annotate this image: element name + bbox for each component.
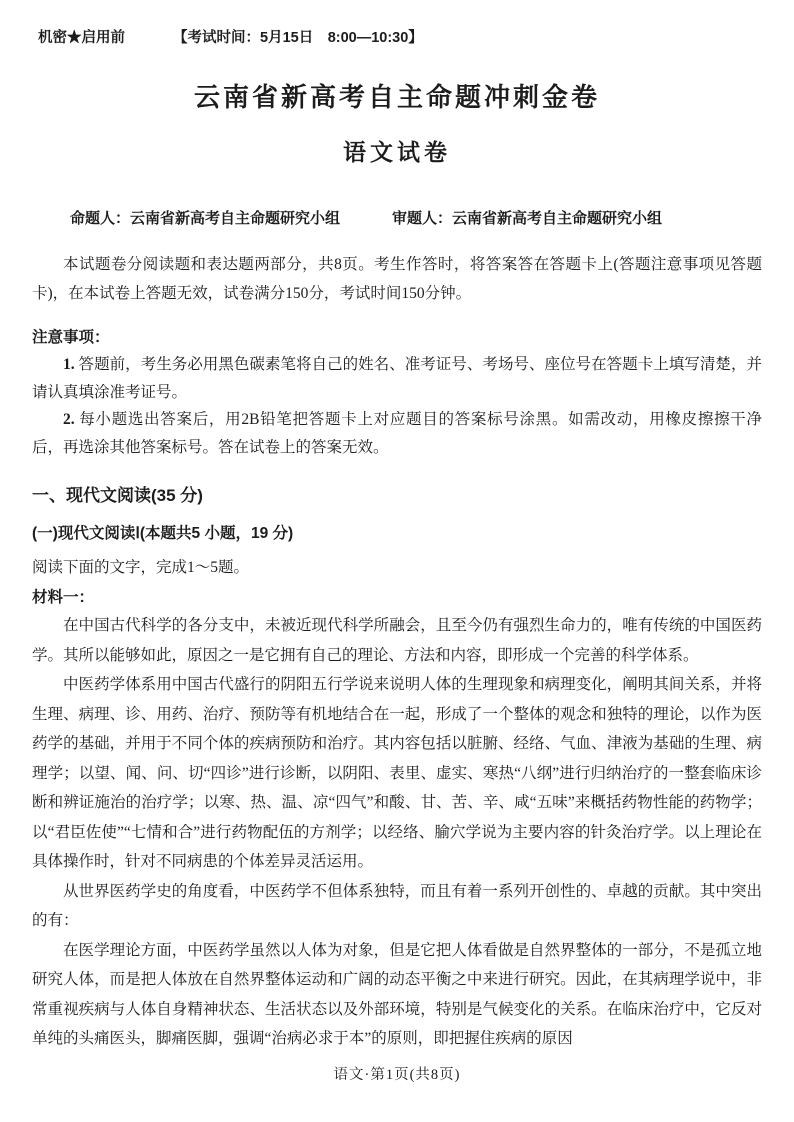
classification-label: 机密★启用前 — [38, 30, 125, 46]
notice-item — [32, 351, 762, 406]
notice-item-text: 答题前，考生务必用黑色碳素笔将自己的姓名、准考证号、考场号、座位号在答题卡上填写清楚，并请认真填涂准考证号。 — [32, 356, 762, 401]
setter-label: 命题人：云南省新高考自主命题研究小组 — [70, 211, 341, 227]
page-footer: 语文·第1页(共8页) — [333, 1067, 461, 1083]
material-paragraph: 在医学理论方面，中医药学虽然以人体为对象，但是它把人体看做是自然界整体的一部分，不是孤立地研究人体，而是把人体放在自然界整体运动和广阔的动态平衡之中来进行研究。因此，在其病理学说中，非常重视疾病与人体自身精神状态、生活状态以及外部环境，特别是气候变化的关系。在临床治疗中，它反对单纯的头痛医头，脚痛医脚，强调“治病必求于本”的原则，即把握住疾病的原因 — [32, 941, 762, 1047]
material-paragraph: 从世界医药学史的角度看，中医药学不但体系独特，而且有着一系列开创性的、卓越的贡献。其中突出的有： — [32, 882, 762, 929]
material-paragraph: 在中国古代科学的各分支中，未被近现代科学所融会，且至今仍有强烈生命力的，唯有传统的中国医药学。其所以能够如此，原因之一是它拥有自己的理论、方法和内容，即形成一个完善的科学体系。 — [32, 617, 762, 664]
subsection-heading: (一)现代文阅读Ⅰ(本题共5 小题，19 分) — [32, 525, 294, 542]
notice-heading: 注意事项： — [32, 329, 110, 346]
notice-item-number: 2. — [63, 411, 75, 428]
material-paragraph: 中医药学体系用中国古代盛行的阴阳五行学说来说明人体的生理现象和病理变化，阐明其间关系，并将生理、病理、诊、用药、治疗、预防等有机地结合在一起，形成了一个整体的观念和独特的理论，以作为医药学的基础，并用于不同个体的疾病预防和治疗。其内容包括以脏腑、经络、气血、津液为基础的生理、病理学；以望、闻、问、切“四诊”进行诊断，以阴阳、表里、虚实、寒热“八纲”进行归纳治疗的一整套临床诊断和辨证施治的治疗学；以寒、热、温、凉“四气”和酸、甘、苦、辛、咸“五味”来概括药物性能的药物学；以“君臣佐使”“七情和合”进行药物配伍的方剂学；以经络、腧穴学说为主要内容的针灸治疗学。以上理论在具体操作时，针对不同病患的个体差异灵活运用。 — [32, 676, 762, 870]
reviewer-label: 审题人：云南省新高考自主命题研究小组 — [392, 211, 663, 227]
material-label: 材料一： — [32, 589, 95, 606]
page-header — [32, 26, 762, 47]
notice-item-text: 每小题选出答案后，用2B铅笔把答题卡上对应题目的答案标号涂黑。如需改动，用橡皮擦擦干净后，再选涂其他答案标号。答在试卷上的答案无效。 — [32, 411, 762, 456]
notice-block — [32, 324, 762, 461]
persons-row — [32, 207, 762, 228]
exam-time-label: 【考试时间：5月15日 8:00—10:30】 — [173, 30, 423, 46]
exam-subtitle: 语文试卷 — [343, 140, 451, 165]
intro-paragraph: 本试题卷分阅读题和表达题两部分，共8页。考生作答时，将答案答在答题卡上(答题注意事项见答题卡)，在本试卷上答题无效，试卷满分150分，考试时间150分钟。 — [32, 256, 762, 302]
notice-item — [32, 406, 762, 461]
section-heading: 一、现代文阅读(35 分) — [32, 486, 203, 505]
exam-title: 云南省新高考自主命题冲刺金卷 — [193, 83, 600, 112]
reading-instruction: 阅读下面的文字，完成1～5题。 — [32, 559, 250, 576]
notice-item-number: 1. — [63, 356, 75, 373]
